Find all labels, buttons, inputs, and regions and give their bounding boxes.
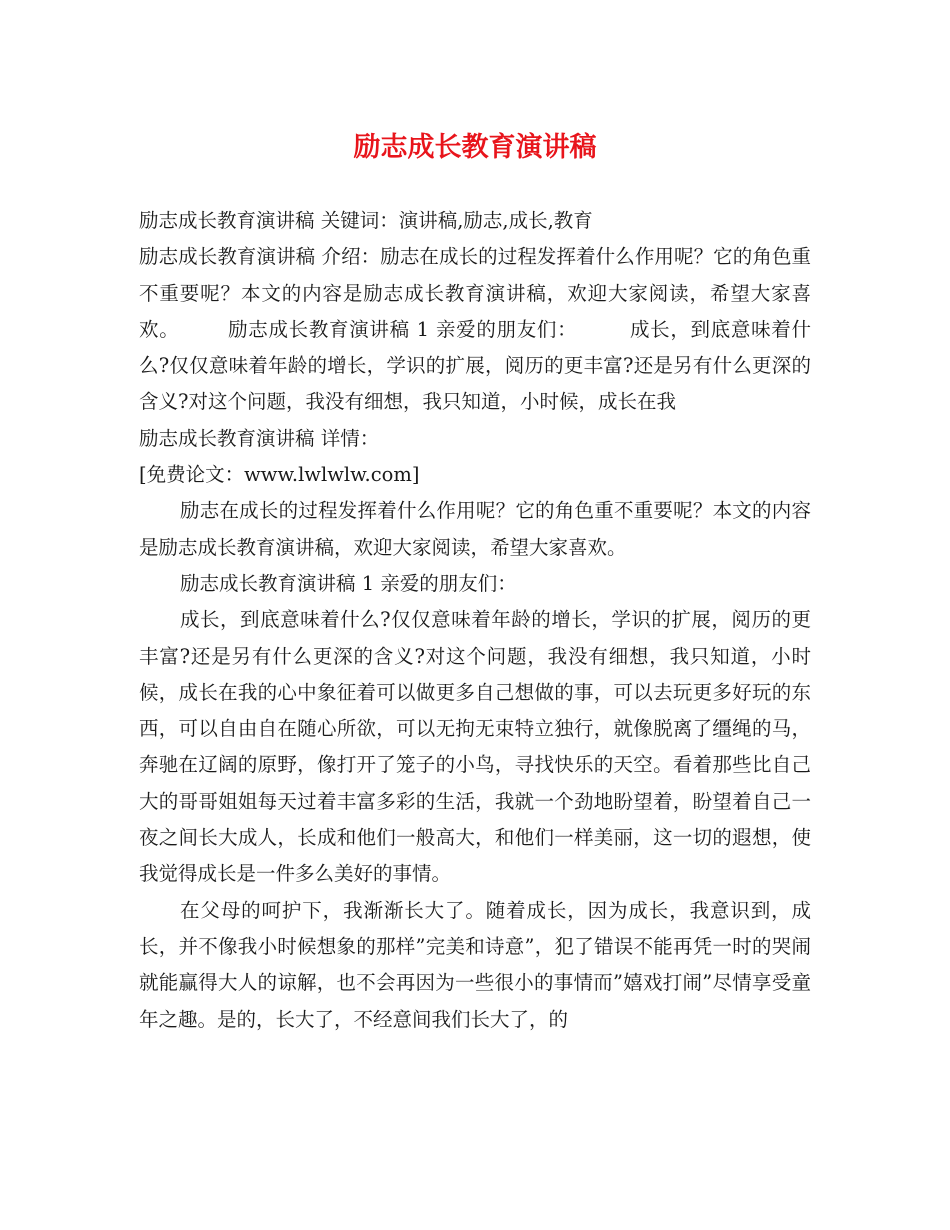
intro-salutation: 励志成长教育演讲稿 1 亲爱的朋友们： bbox=[227, 317, 578, 341]
intro-excerpt: 成长，到底意味着什么?仅仅意味着年龄的增长，学识的扩展，阅历的更丰富?还是另有什么更深的含义?对这个问题，我没有细想，我只知道，小时候，成长在我 bbox=[139, 317, 811, 414]
keywords-line: 励志成长教育演讲稿 关键词：演讲稿,励志,成长,教育 bbox=[139, 209, 593, 232]
details-line: 励志成长教育演讲稿 详情： bbox=[139, 426, 380, 450]
intro-summary: 励志成长教育演讲稿 介绍：励志在成长的过程发挥着什么作用呢？它的角色重不重要呢？本文的内容是励志成长教育演讲稿，欢迎大家阅读，希望大家喜欢。 bbox=[139, 245, 811, 341]
body-paragraph: 励志成长教育演讲稿 1 亲爱的朋友们： bbox=[180, 571, 517, 595]
body-paragraph: 成长，到底意味着什么?仅仅意味着年龄的增长，学识的扩展，阅历的更丰富?还是另有什么更深的含义?对这个问题，我没有细想，我只知道，小时候，成长在我的心中象征着可以做更多自己想做的事，可以去玩更多好玩的东西，可以自由自在随心所欲，可以无拘无束特立独行，就像脱离了缰绳的马，奔驰在辽阔的原野，像打开了笼子的小鸟，寻找快乐的天空。看着那些比自己大的哥哥姐姐每天过着丰富多彩的生活，我就一个劲地盼望着，盼望着自己一夜之间长大成人，长成和他们一般高大，和他们一样美丽，这一切的遐想，使我觉得成长是一件多么美好的事情。 bbox=[139, 608, 811, 886]
body-paragraph: 励志在成长的过程发挥着什么作用呢？它的角色重不重要呢？本文的内容是励志成长教育演讲稿，欢迎大家阅读，希望大家喜欢。 bbox=[139, 499, 811, 559]
document-title: 励志成长教育演讲稿 bbox=[353, 132, 597, 163]
source-line: [免费论文：www.lwlwlw.com] bbox=[139, 463, 420, 487]
document-body bbox=[139, 203, 811, 1038]
intro-block bbox=[139, 239, 811, 420]
body-paragraph: 在父母的呵护下，我渐渐长大了。随着成长，因为成长，我意识到，成长，并不像我小时候想象的那样”完美和诗意”，犯了错误不能再凭一时的哭闹就能赢得大人的谅解，也不会再因为一些很小的事情而”嬉戏打闹”尽情享受童年之趣。是的，长大了，不经意间我们长大了，的 bbox=[139, 898, 811, 1031]
